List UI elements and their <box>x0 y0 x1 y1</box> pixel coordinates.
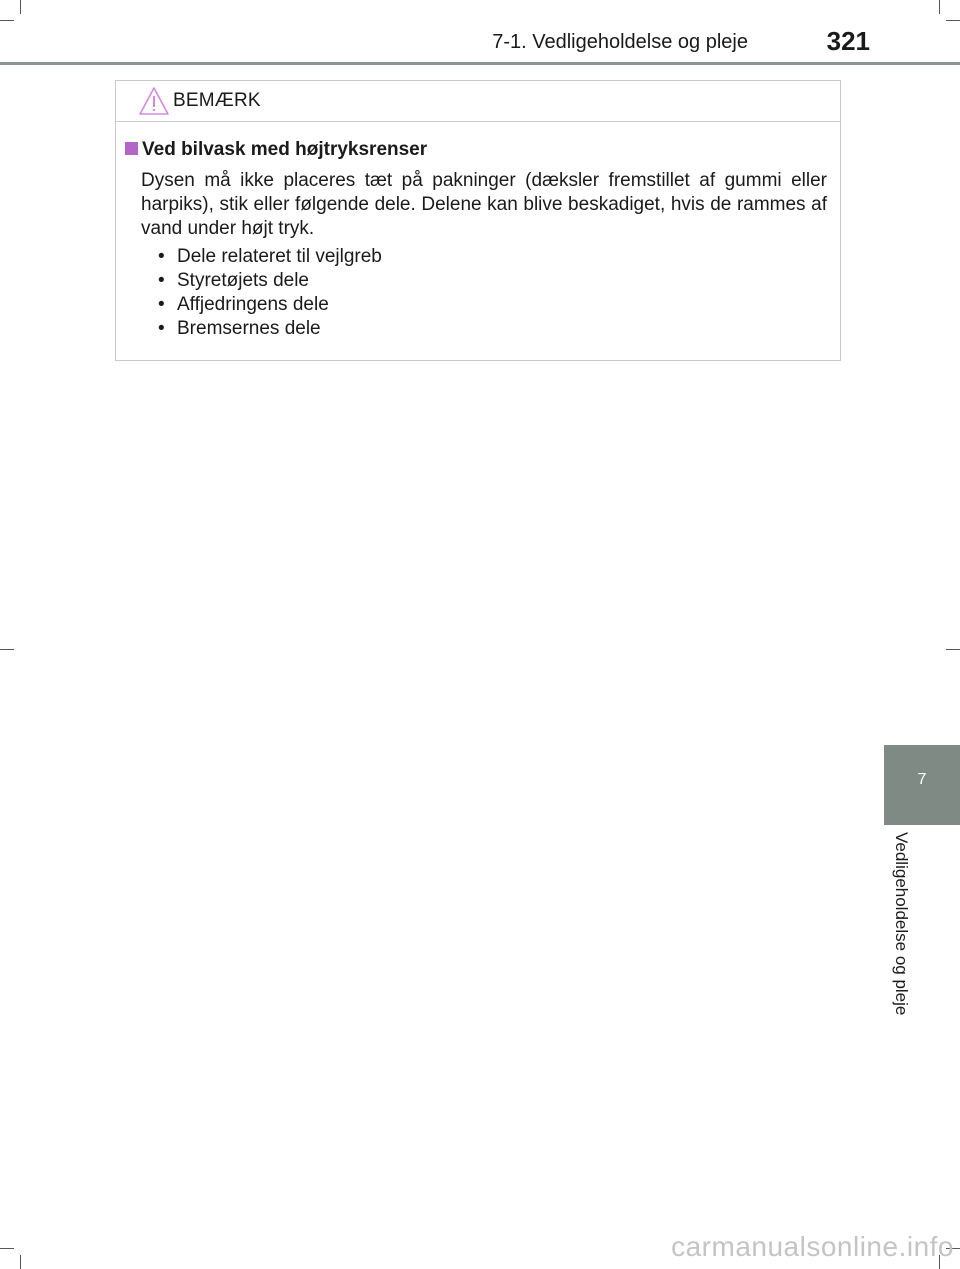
notice-subheading <box>125 139 427 161</box>
list-item: • Bremsernes dele <box>158 317 382 341</box>
list-item: • Styretøjets dele <box>158 269 382 293</box>
section-title: 7-1. Vedligeholdelse og pleje <box>492 31 748 53</box>
chapter-tab <box>884 745 960 825</box>
crop-mark <box>20 1255 21 1269</box>
list-item: • Dele relateret til vejlgreb <box>158 245 382 269</box>
square-bullet-icon <box>125 142 138 155</box>
page-header <box>0 0 960 64</box>
chapter-title-vertical <box>889 832 919 1072</box>
chapter-title: Vedligeholdelse og pleje <box>892 832 911 1016</box>
header-rule <box>0 62 960 65</box>
notice-box <box>115 80 841 361</box>
notice-paragraph: Dysen må ikke placeres tæt på pakninger (dæksler fremstillet af gummi eller harpiks), stik eller følgende dele. Delene kan blive beskadiget, hvis de rammes af vand under højt tryk. <box>141 170 827 239</box>
crop-mark <box>0 1248 14 1249</box>
watermark: carmanualsonline.info <box>671 1231 954 1262</box>
notice-label: BEMÆRK <box>173 90 261 111</box>
parts-list <box>158 245 382 341</box>
notice-header <box>116 81 840 122</box>
crop-mark <box>0 649 14 650</box>
chapter-number: 7 <box>917 771 927 788</box>
crop-mark <box>946 649 960 650</box>
subheading-text: Ved bilvask med højtryksrenser <box>142 139 428 160</box>
list-item: • Affjedringens dele <box>158 293 382 317</box>
page-number: 321 <box>826 26 870 56</box>
warning-triangle-icon <box>138 86 170 116</box>
